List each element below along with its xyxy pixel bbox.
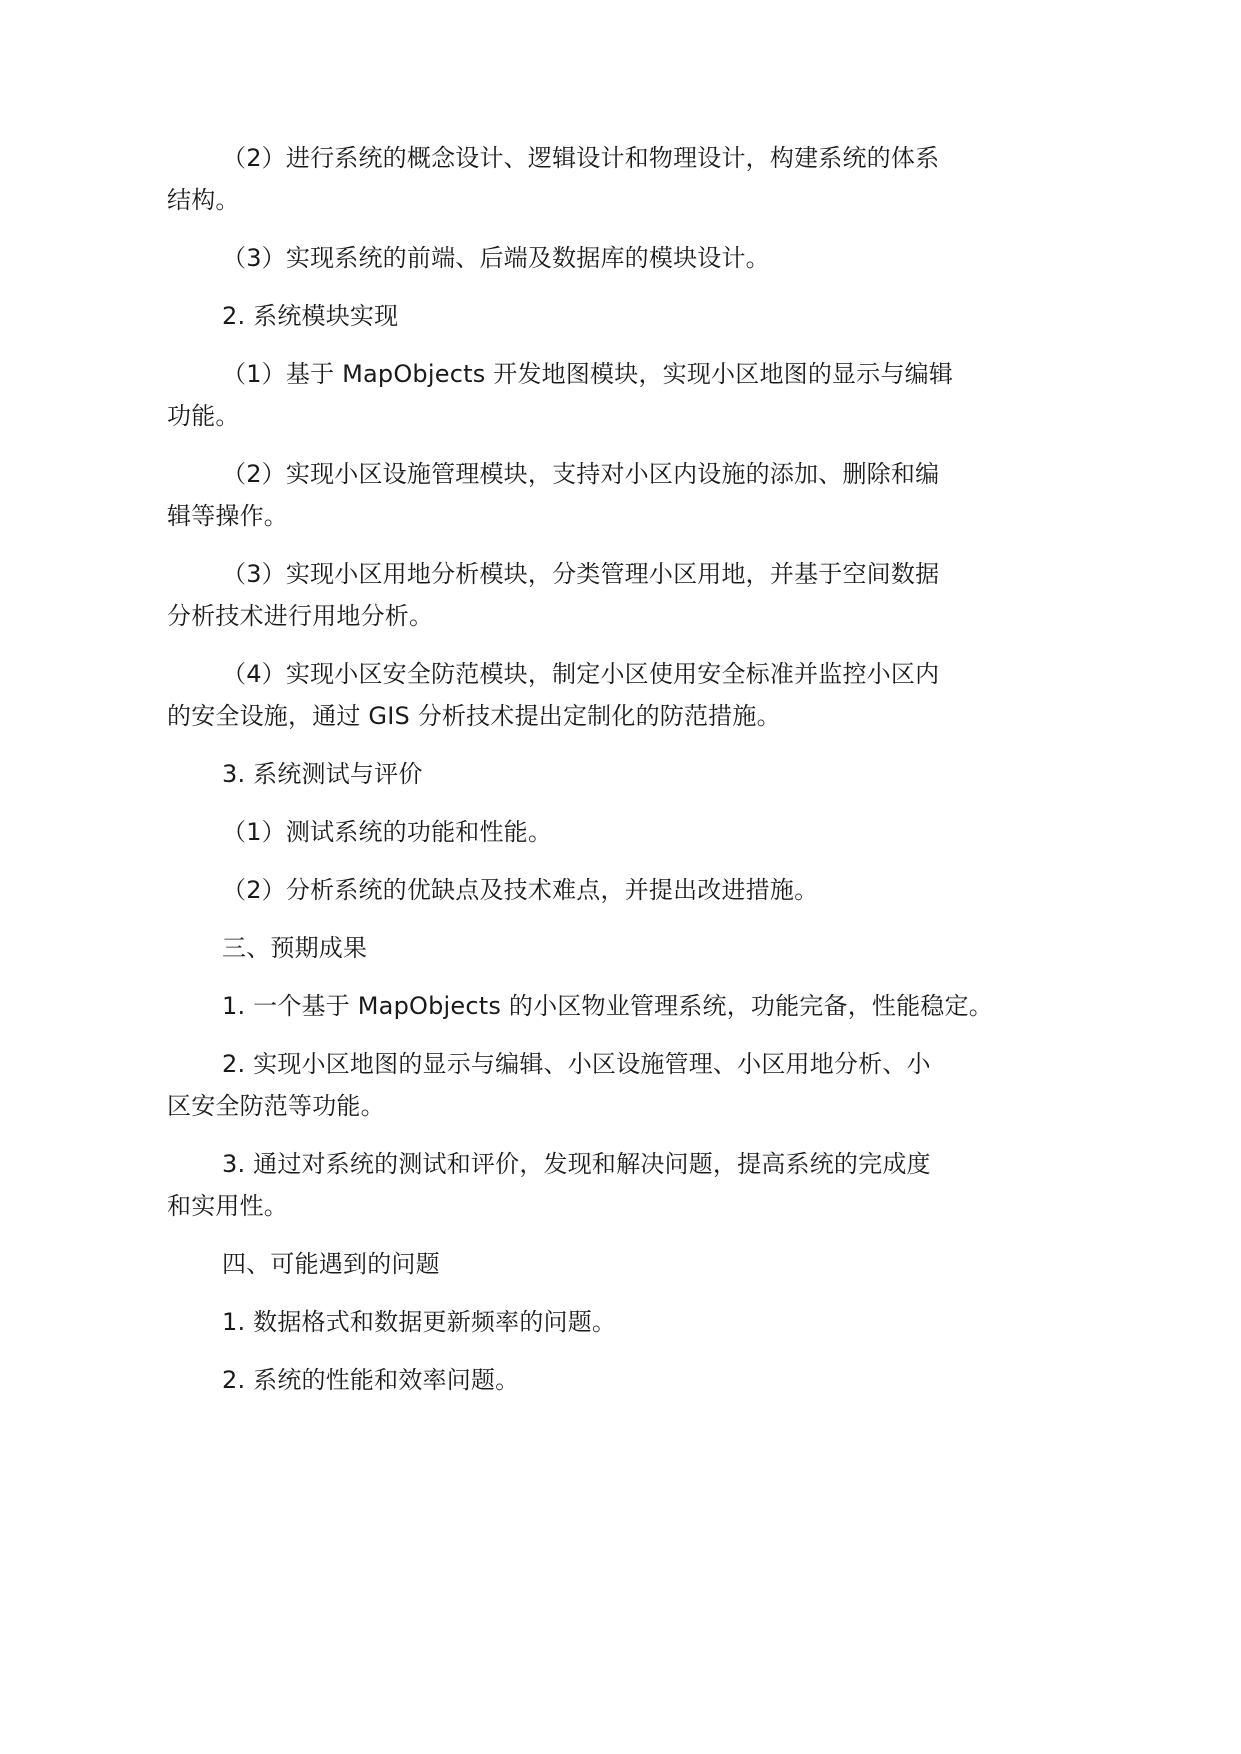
text-line: （1）基于 MapObjects 开发地图模块，实现小区地图的显示与编辑 xyxy=(222,360,954,388)
text-line: 功能。 xyxy=(167,402,240,430)
text-line: （2）进行系统的概念设计、逻辑设计和物理设计，构建系统的体系 xyxy=(222,144,940,172)
text-line: 1. 一个基于 MapObjects 的小区物业管理系统，功能完备，性能稳定。 xyxy=(222,992,993,1020)
text-line: 分析技术进行用地分析。 xyxy=(167,602,434,630)
text-line: 的安全设施，通过 GIS 分析技术提出定制化的防范措施。 xyxy=(167,702,781,730)
text-line: 3. 通过对系统的测试和评价，发现和解决问题，提高系统的完成度 xyxy=(222,1150,931,1178)
text-line: （3）实现系统的前端、后端及数据库的模块设计。 xyxy=(222,244,770,272)
section-heading: 3. 系统测试与评价 xyxy=(222,760,423,788)
text-line: （4）实现小区安全防范模块，制定小区使用安全标准并监控小区内 xyxy=(222,660,940,688)
text-line: 2. 实现小区地图的显示与编辑、小区设施管理、小区用地分析、小 xyxy=(222,1050,931,1078)
section-heading: 四、可能遇到的问题 xyxy=(222,1250,440,1278)
text-line: 1. 数据格式和数据更新频率的问题。 xyxy=(222,1308,617,1336)
text-line: 辑等操作。 xyxy=(167,502,288,530)
text-line: 区安全防范等功能。 xyxy=(167,1092,385,1120)
text-line: （3）实现小区用地分析模块，分类管理小区用地，并基于空间数据 xyxy=(222,560,940,588)
section-heading: 三、预期成果 xyxy=(222,934,368,962)
text-line: 和实用性。 xyxy=(167,1192,288,1220)
text-line: 2. 系统的性能和效率问题。 xyxy=(222,1366,520,1394)
text-line: （2）实现小区设施管理模块，支持对小区内设施的添加、删除和编 xyxy=(222,460,940,488)
text-line: （2）分析系统的优缺点及技术难点，并提出改进措施。 xyxy=(222,876,819,904)
text-line: （1）测试系统的功能和性能。 xyxy=(222,818,553,846)
text-line: 结构。 xyxy=(167,186,240,214)
section-heading: 2. 系统模块实现 xyxy=(222,302,399,330)
